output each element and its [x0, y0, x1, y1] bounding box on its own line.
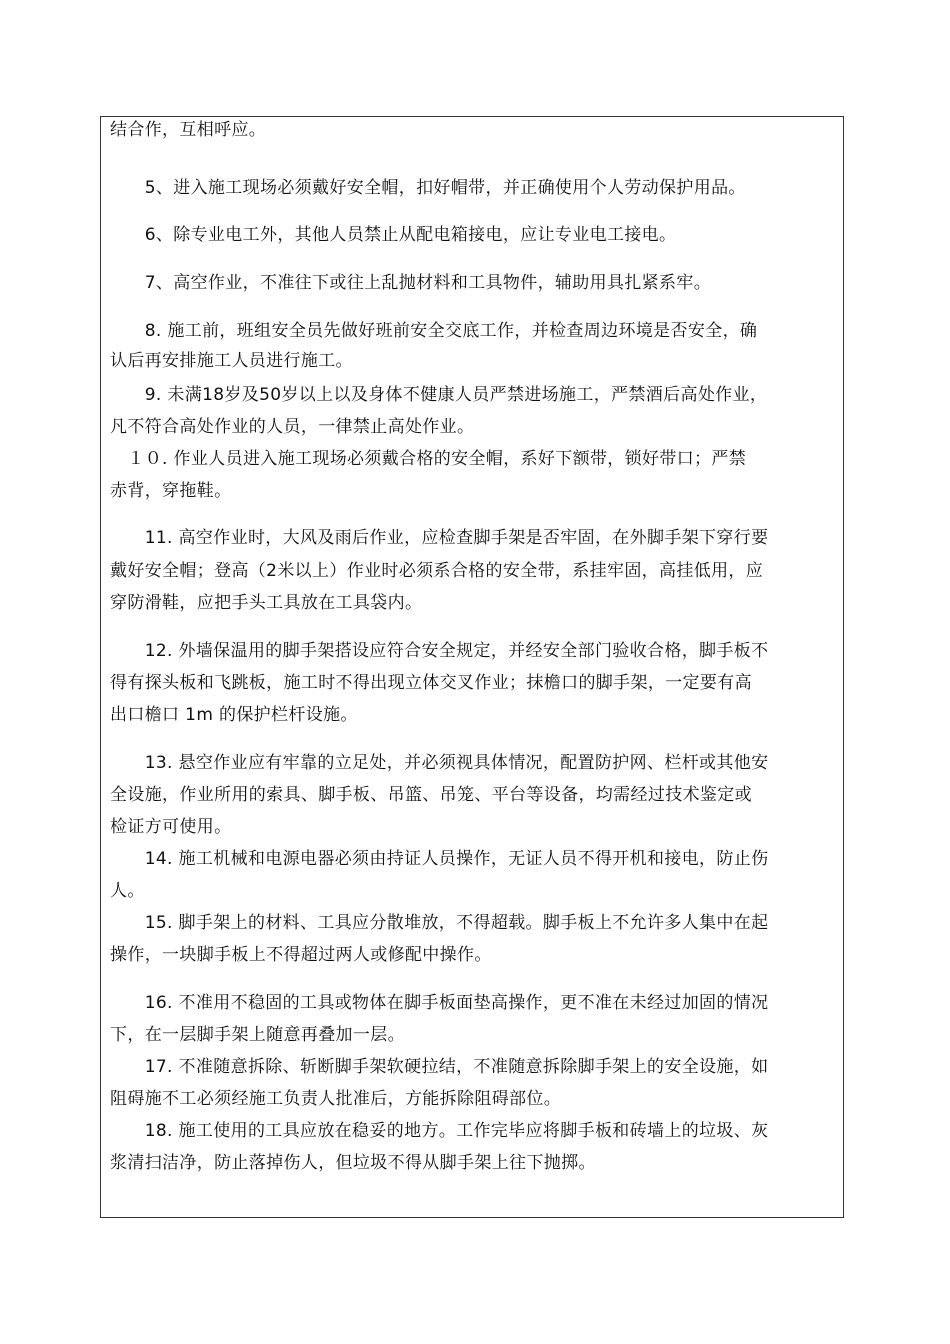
rule-12-line-1: 12. 外墙保温用的脚手架搭设应符合安全规定，并经安全部门验收合格，脚手板不	[110, 641, 769, 661]
rule-12-line-2: 得有探头板和飞跳板，施工时不得出现立体交叉作业；抹檐口的脚手架，一定要有高	[110, 673, 752, 693]
rule-18-line-1: 18. 施工使用的工具应放在稳妥的地方。工作完毕应将脚手板和砖墙上的垃圾、灰	[110, 1121, 769, 1141]
rule-11-line-1: 11. 高空作业时，大风及雨后作业，应检查脚手架是否牢固，在外脚手架下穿行要	[110, 528, 769, 548]
rule-9-line-2: 凡不符合高处作业的人员，一律禁止高处作业。	[110, 417, 475, 437]
rule-13-line-3: 检证方可使用。	[110, 817, 232, 837]
rule-15-line-1: 15. 脚手架上的材料、工具应分散堆放，不得超载。脚手板上不允许多人集中在起	[110, 913, 769, 933]
rule-14-line-1: 14. 施工机械和电源电器必须由持证人员操作，无证人员不得开机和接电，防止伤	[110, 849, 769, 869]
paragraph-continuation-line: 结合作，互相呼应。	[110, 120, 267, 140]
rule-13-line-1: 13. 悬空作业应有牢靠的立足处，并必须视具体情况，配置防护网、栏杆或其他安	[110, 753, 769, 773]
rule-11-line-2: 戴好安全帽；登高（2米以上）作业时必须系合格的安全带，系挂牢固，高挂低用，应	[110, 561, 764, 581]
rule-8-line-2: 认后再安排施工人员进行施工。	[110, 351, 353, 371]
rule-18-line-2: 浆清扫洁净，防止落掉伤人，但垃圾不得从脚手架上往下抛掷。	[110, 1153, 596, 1173]
rule-8-line-1: 8. 施工前，班组安全员先做好班前安全交底工作，并检查周边环境是否安全，确	[110, 321, 758, 341]
rule-14-line-2: 人。	[110, 881, 145, 901]
safety-briefing-content-box	[100, 116, 844, 1218]
rule-16-line-2: 下，在一层脚手架上随意再叠加一层。	[110, 1025, 405, 1045]
rule-11-line-3: 穿防滑鞋，应把手头工具放在工具袋内。	[110, 593, 423, 613]
rule-7-line-1: 7、高空作业，不准往下或往上乱抛材料和工具物件，辅助用具扎紧系牢。	[110, 273, 712, 293]
rule-5-line-1: 5、进入施工现场必须戴好安全帽，扣好帽带，并正确使用个人劳动保护用品。	[110, 178, 746, 198]
rule-10-line-1: １０. 作业人员进入施工现场必须戴合格的安全帽，系好下额带，锁好带口；严禁	[110, 449, 747, 469]
rule-16-line-1: 16. 不准用不稳固的工具或物体在脚手板面垫高操作，更不准在未经过加固的情况	[110, 993, 769, 1013]
rule-10-line-2: 赤背，穿拖鞋。	[110, 481, 232, 501]
rule-13-line-2: 全设施，作业所用的索具、脚手板、吊篮、吊笼、平台等设备，均需经过技术鉴定或	[110, 785, 752, 805]
rule-17-line-2: 阻碍施不工必须经施工负责人批准后，方能拆除阻碍部位。	[110, 1089, 562, 1109]
rule-15-line-2: 操作，一块脚手板上不得超过两人或修配中操作。	[110, 945, 492, 965]
rule-17-line-1: 17. 不准随意拆除、斩断脚手架软硬拉结，不准随意拆除脚手架上的安全设施，如	[110, 1057, 769, 1077]
rule-9-line-1: 9. 未满18岁及50岁以上以及身体不健康人员严禁进场施工，严禁酒后高处作业，	[110, 385, 768, 405]
rule-12-line-3: 出口檐口 1m 的保护栏杆设施。	[110, 705, 358, 725]
rule-6-line-1: 6、除专业电工外，其他人员禁止从配电箱接电，应让专业电工接电。	[110, 225, 677, 245]
